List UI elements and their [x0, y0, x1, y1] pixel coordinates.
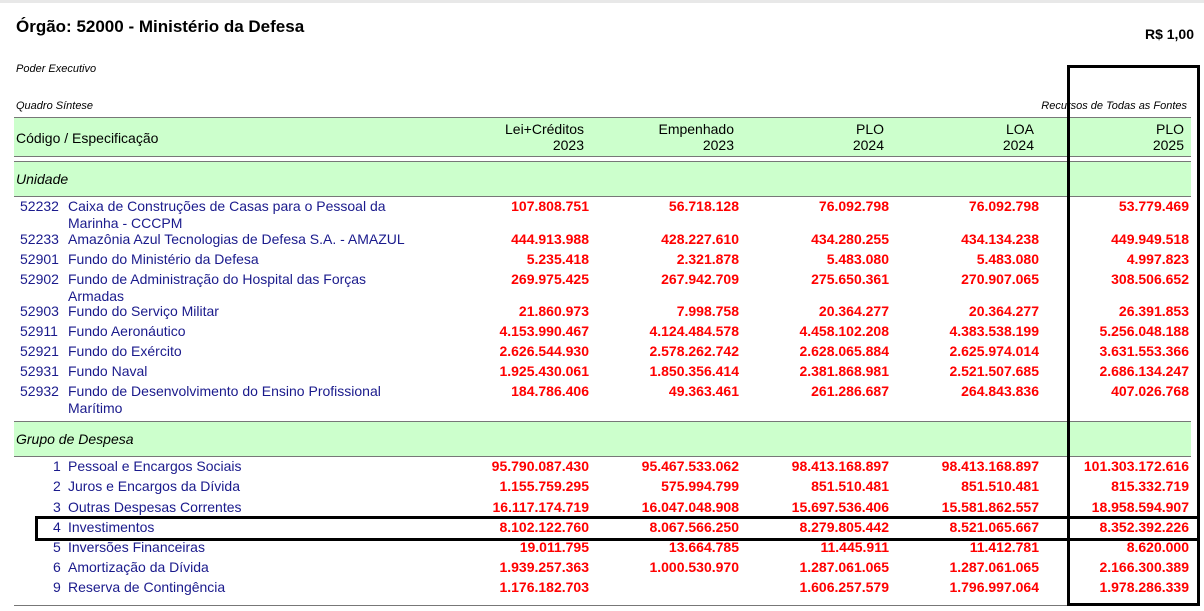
table-row: 52932 Fundo de Desenvolvimento do Ensino Profissional Marítimo 184.786.406 49.363.461 261.286.687 264.843.836 407.026.768	[20, 383, 1189, 416]
table-row: 52931 Fundo Naval 1.925.430.061 1.850.356.414 2.381.868.981 2.521.507.685 2.686.134.247	[20, 363, 1189, 379]
sources-label: Recursos de Todas as Fontes	[1041, 100, 1187, 112]
table-row: 1 Pessoal e Encargos Sociais 95.790.087.430 95.467.533.062 98.413.168.897 98.413.168.897 101.303.172.616	[53, 458, 1189, 474]
table-row: 3 Outras Despesas Correntes 16.117.174.719 16.047.048.908 15.697.536.406 15.581.862.557 18.958.594.907	[53, 499, 1189, 515]
table-caption: Quadro Síntese	[16, 100, 94, 112]
table-row: 52903 Fundo do Serviço Militar 21.860.973 7.998.758 20.364.277 20.364.277 26.391.853	[20, 303, 1189, 319]
header-col-empenhado: Empenhado 2023	[658, 121, 734, 153]
table-row: 52921 Fundo do Exército 2.626.544.930 2.578.262.742 2.628.065.884 2.625.974.014 3.631.553.366	[20, 343, 1189, 359]
table-row: 52901 Fundo do Ministério da Defesa 5.235.418 2.321.878 5.483.080 5.483.080 4.997.823	[20, 251, 1189, 267]
table-row: 9 Reserva de Contingência 1.176.182.703 1.606.257.579 1.796.997.064 1.978.286.339	[53, 579, 1189, 595]
power-label: Poder Executivo	[16, 63, 97, 75]
table-bottom-border	[14, 605, 1191, 606]
section-unidade	[14, 161, 1191, 197]
table-row-investimentos: 4 Investimentos 8.102.122.760 8.067.566.250 8.279.805.442 8.521.065.667 8.352.392.226	[53, 519, 1189, 535]
header-col-plo-2024: PLO 2024	[852, 121, 884, 153]
section-grupo-label: Grupo de Despesa	[16, 431, 134, 447]
currency-unit: R$ 1,00	[1144, 26, 1194, 42]
header-spec: Código / Especificação	[16, 130, 159, 146]
page-title: Órgão: 52000 - Ministério da Defesa	[16, 17, 305, 36]
header-col-loa-2024: LOA 2024	[1002, 121, 1034, 153]
table-row: 2 Juros e Encargos da Dívida 1.155.759.295 575.994.799 851.510.481 851.510.481 815.332.719	[53, 478, 1189, 494]
table-row: 52911 Fundo Aeronáutico 4.153.990.467 4.124.484.578 4.458.102.208 4.383.538.199 5.256.048.188	[20, 323, 1189, 339]
table-row: 52233 Amazônia Azul Tecnologias de Defesa S.A. - AMAZUL 444.913.988 428.227.610 434.280.255 434.134.238 449.949.518	[20, 231, 1189, 247]
table-row: 52902 Fundo de Administração do Hospital das Forças Armadas 269.975.425 267.942.709 275.650.361 270.907.065 308.506.652	[20, 271, 1189, 304]
section-unidade-label: Unidade	[16, 171, 69, 187]
top-border	[0, 0, 1204, 3]
highlight-box-investimentos	[35, 516, 1200, 541]
table-row: 52232 Caixa de Construções de Casas para o Pessoal da Marinha - CCCPM 107.808.751 56.718.128 76.092.798 76.092.798 53.779.469	[20, 198, 1189, 231]
table-row: 6 Amortização da Dívida 1.939.257.363 1.000.530.970 1.287.061.065 1.287.061.065 2.166.300.389	[53, 559, 1189, 575]
header-col-plo-2025: PLO 2025	[1152, 121, 1184, 153]
header-col-lei-creditos: Lei+Créditos 2023	[505, 121, 584, 153]
table-row: 5 Inversões Financeiras 19.011.795 13.664.785 11.445.911 11.412.781 8.620.000	[53, 539, 1189, 555]
section-grupo-despesa	[14, 421, 1191, 457]
